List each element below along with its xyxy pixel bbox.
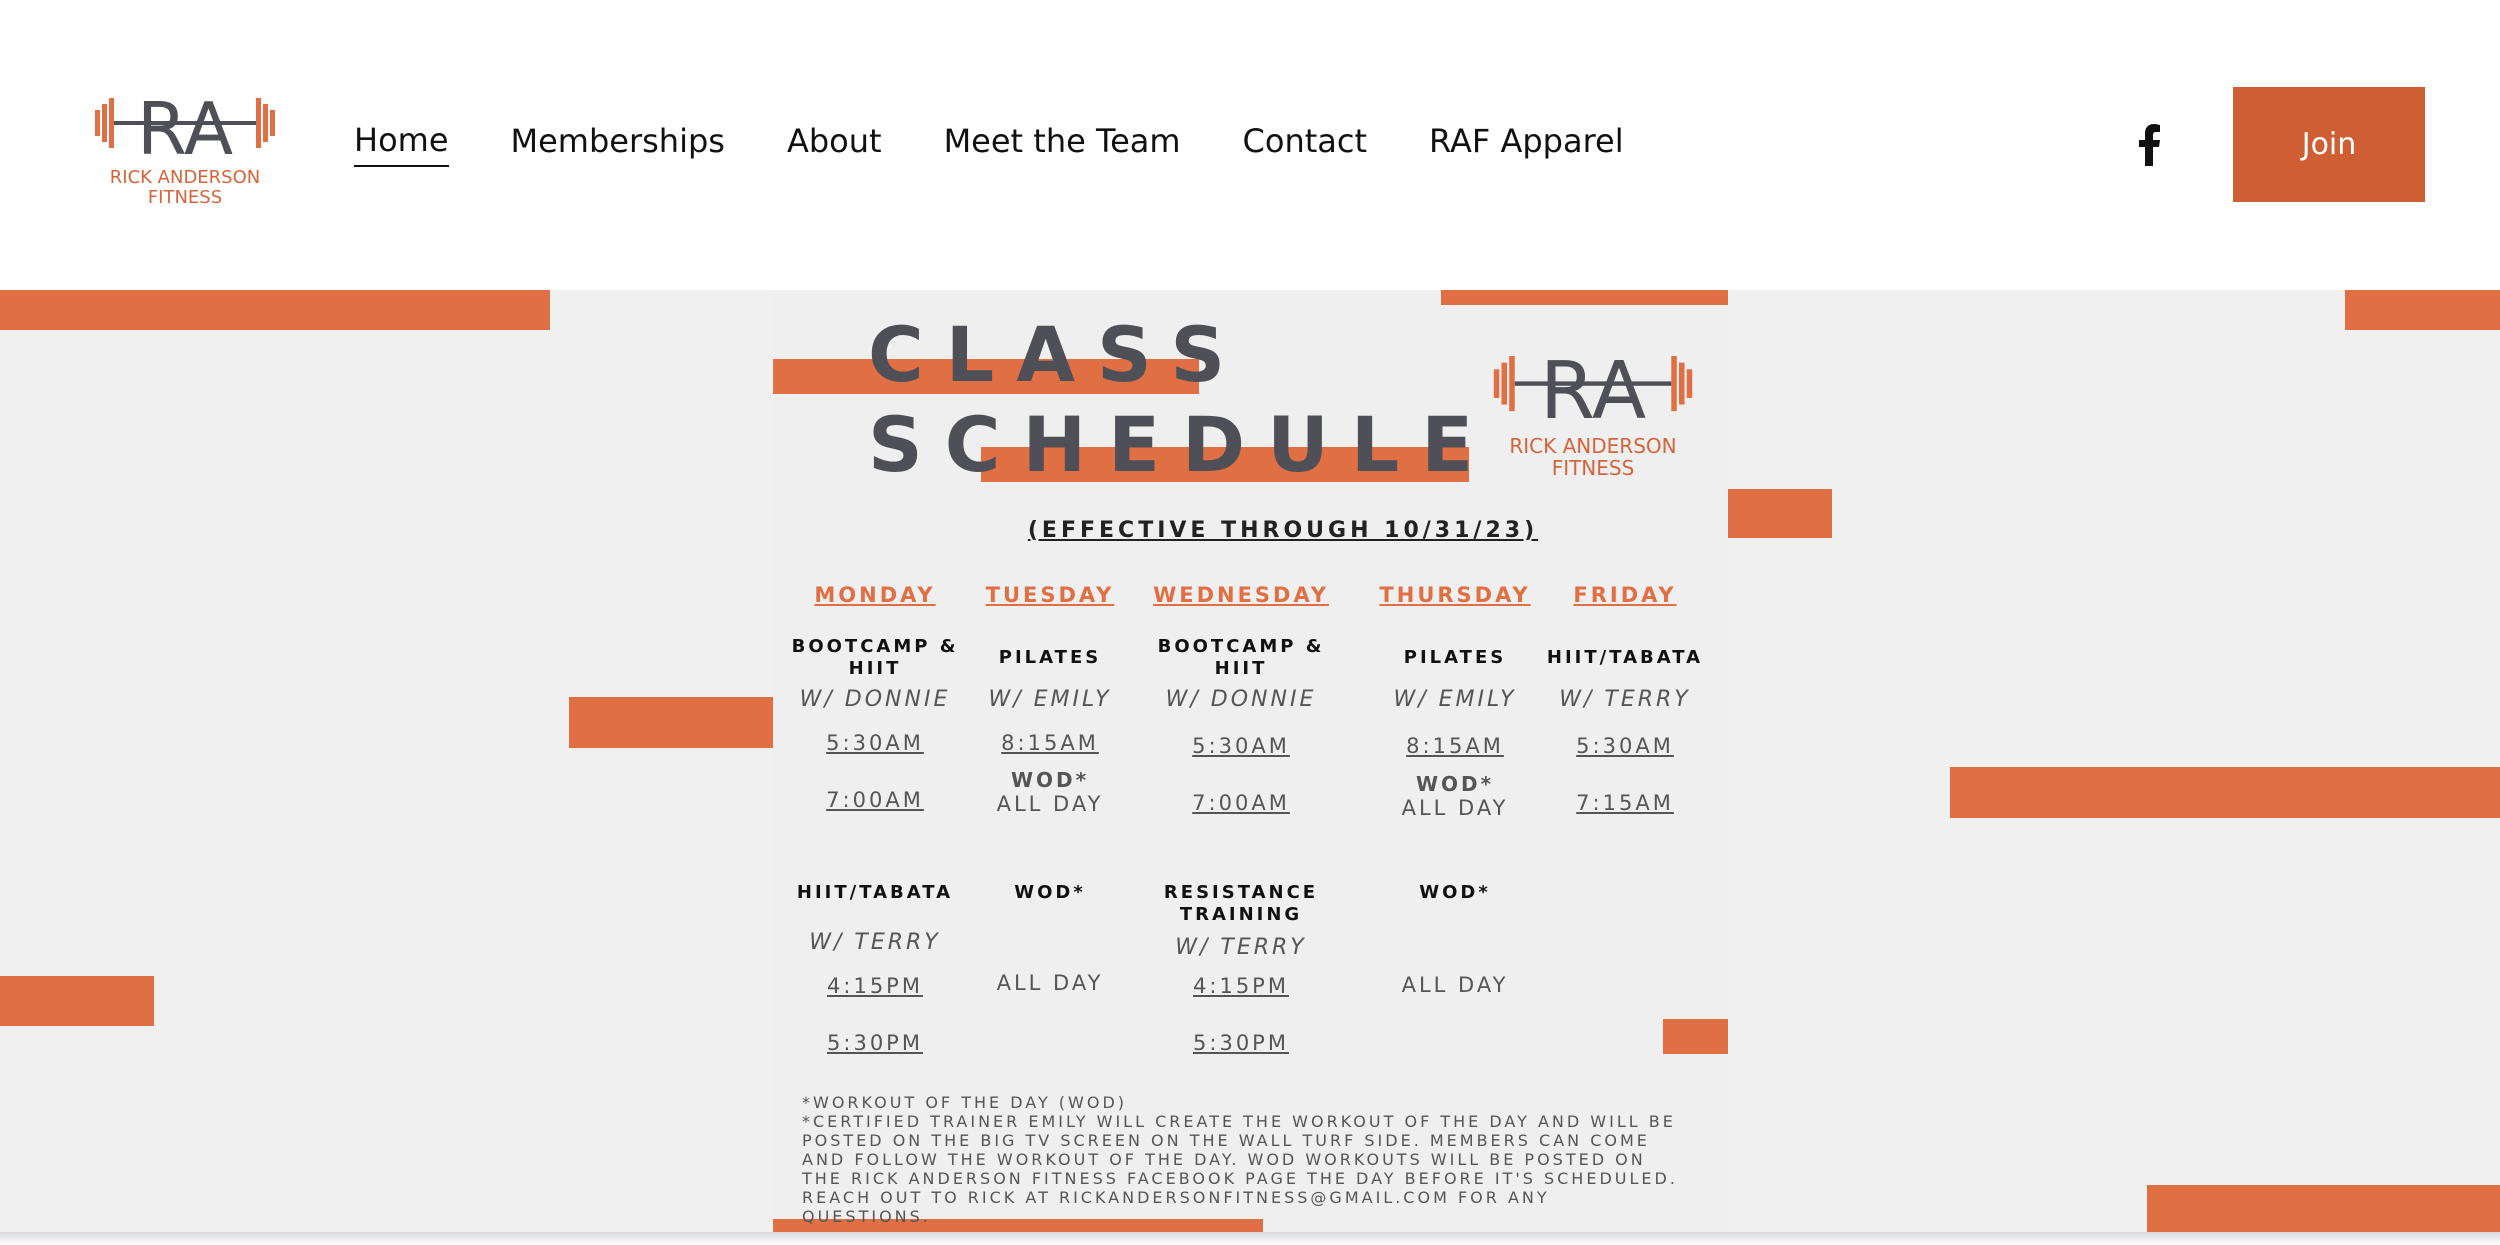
coach-name: W/ EMILY: [1393, 687, 1517, 712]
wod-label: WOD*: [1010, 768, 1090, 792]
class-name: BOOTCAMP & HIIT: [791, 636, 959, 679]
site-logo[interactable]: [95, 88, 275, 216]
decor-bar: [1728, 489, 1832, 538]
class-time: 7:00AM: [1192, 791, 1290, 815]
day-label: THURSDAY: [1379, 583, 1531, 607]
class-time: 5:30AM: [1576, 734, 1674, 758]
nav-about[interactable]: About: [786, 122, 882, 160]
all-day-label: ALL DAY: [996, 971, 1104, 995]
decor-bar: [569, 697, 773, 748]
decor-bar: [2345, 290, 2500, 330]
all-day-label: ALL DAY: [1401, 796, 1509, 820]
decor-bar: [1950, 767, 2500, 818]
decor-bar: [2147, 1185, 2500, 1235]
logo-line2: FITNESS: [147, 187, 223, 208]
nav-meet-the-team[interactable]: Meet the Team: [943, 122, 1181, 160]
footnote-wod-definition: *WORKOUT OF THE DAY (WOD): [802, 1093, 1128, 1112]
logo-mark-icon: [1493, 345, 1693, 431]
day-label: TUESDAY: [985, 583, 1115, 607]
day-column-thursday: [1365, 580, 1545, 997]
hero-section: [0, 290, 2500, 1235]
day-label: MONDAY: [814, 583, 936, 607]
day-label: WEDNESDAY: [1153, 583, 1329, 607]
logo-mark-icon: [95, 88, 275, 166]
class-time: 7:00AM: [826, 788, 924, 812]
all-day-label: ALL DAY: [1401, 973, 1509, 997]
class-time: 5:30PM: [827, 1031, 923, 1055]
class-time: 7:15AM: [1576, 791, 1674, 815]
decor-bar: [1441, 290, 1728, 305]
class-time: 5:30PM: [1193, 1031, 1289, 1055]
poster-title-line1: CLASS: [868, 310, 1248, 399]
coach-name: W/ DONNIE: [1165, 687, 1317, 712]
page-bottom-edge: [0, 1232, 2500, 1245]
class-time: 4:15PM: [827, 974, 923, 998]
main-nav: [354, 118, 1686, 170]
decor-bar: [0, 976, 154, 1026]
site-header: [0, 0, 2500, 290]
poster-logo: [1493, 345, 1693, 485]
nav-raf-apparel[interactable]: RAF Apparel: [1429, 122, 1624, 160]
coach-name: W/ TERRY: [1559, 687, 1691, 712]
day-label: FRIDAY: [1573, 583, 1677, 607]
wod-label: WOD*: [1415, 772, 1495, 796]
nav-contact[interactable]: Contact: [1242, 122, 1368, 160]
class-name: BOOTCAMP & HIIT: [1157, 636, 1325, 679]
nav-home[interactable]: Home: [354, 121, 449, 167]
class-time: 4:15PM: [1193, 974, 1289, 998]
coach-name: W/ DONNIE: [799, 687, 951, 712]
coach-name: W/ EMILY: [988, 687, 1112, 712]
class-name: WOD*: [1014, 882, 1086, 903]
coach-name: W/ TERRY: [1175, 935, 1307, 960]
class-time: 5:30AM: [1192, 734, 1290, 758]
class-time: 5:30AM: [826, 731, 924, 755]
class-time: 8:15AM: [1406, 734, 1504, 758]
schedule-footnote: [802, 1093, 1682, 1226]
facebook-icon[interactable]: [2136, 124, 2162, 166]
class-name: HIIT/TABATA: [1546, 647, 1704, 668]
nav-memberships[interactable]: Memberships: [510, 122, 725, 160]
poster-title-line2: SCHEDULE: [868, 400, 1496, 489]
day-column-wednesday: [1151, 580, 1331, 1055]
class-time: 8:15AM: [1001, 731, 1099, 755]
poster-logo-line2: FITNESS: [1551, 456, 1635, 480]
coach-name: W/ TERRY: [809, 930, 941, 955]
day-column-monday: [785, 580, 965, 1055]
decor-bar: [0, 290, 550, 330]
all-day-label: ALL DAY: [996, 792, 1104, 816]
class-schedule-poster: [773, 290, 1728, 1235]
footnote-details: *CERTIFIED TRAINER EMILY WILL CREATE THE WORKOUT OF THE DAY AND WILL BE POSTED ON THE BIG TV SCREEN ON THE WALL TURF SIDE. MEMBERS CAN COME AND FOLLOW THE WORKOUT OF THE DAY. WOD WORKOUTS WILL BE POSTED ON THE RICK ANDERSON FITNESS FACEBOOK PAGE THE DAY BEFORE IT'S SCHEDULED. REACH OUT TO RICK AT RICKANDERSONFITNESS@GMAIL.COM FOR ANY QUESTIONS.: [802, 1112, 1678, 1226]
svg-text:RA: RA: [136, 88, 234, 166]
day-column-tuesday: [960, 580, 1140, 995]
join-button[interactable]: Join: [2233, 87, 2425, 202]
svg-text:RA: RA: [1539, 345, 1647, 431]
poster-logo-line1: RICK ANDERSON: [1509, 434, 1677, 458]
day-column-friday: [1535, 580, 1715, 815]
class-name: PILATES: [1403, 647, 1507, 668]
logo-line1: RICK ANDERSON: [109, 167, 261, 188]
class-name: WOD*: [1419, 882, 1491, 903]
class-name: RESISTANCE TRAINING: [1163, 882, 1319, 925]
effective-date: (EFFECTIVE THROUGH 10/31/23): [1027, 518, 1539, 543]
decor-bar: [1663, 1019, 1728, 1054]
class-name: PILATES: [998, 647, 1102, 668]
class-name: HIIT/TABATA: [796, 882, 954, 903]
